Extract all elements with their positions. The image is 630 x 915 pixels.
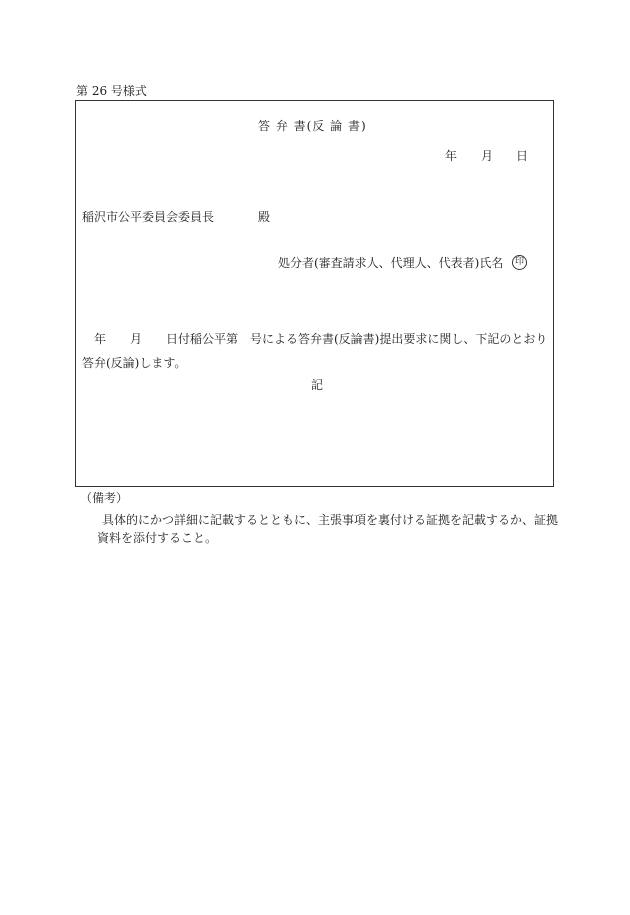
remarks-text-line-1: 具体的にかつ詳細に記載するとともに、主張事項を裏付ける証拠を記載するか、証拠	[102, 513, 559, 527]
document-title: 答 弁 書(反 論 書)	[258, 119, 367, 133]
ki-heading: 記	[311, 378, 324, 392]
remarks-heading: （備考）	[80, 491, 129, 505]
form-number-label: 第 26 号様式	[76, 84, 147, 98]
remarks-text-line-2: 資料を添付すること。	[97, 531, 218, 545]
date-day-label: 日	[516, 149, 529, 163]
body-text-line-2: 答弁(反論)します。	[82, 356, 187, 370]
honorific: 殿	[258, 210, 271, 224]
date-year-label: 年	[445, 149, 458, 163]
addressee: 稲沢市公平委員会委員長	[82, 210, 215, 224]
body-text-line-1: 年 月 日付稲公平第 号による答弁書(反論書)提出要求に関し、下記のとおり	[82, 332, 548, 346]
seal-mark: 印	[512, 255, 527, 270]
sender-name-label: 処分者(審査請求人、代理人、代表者)氏名	[278, 256, 504, 270]
date-month-label: 月	[481, 149, 494, 163]
